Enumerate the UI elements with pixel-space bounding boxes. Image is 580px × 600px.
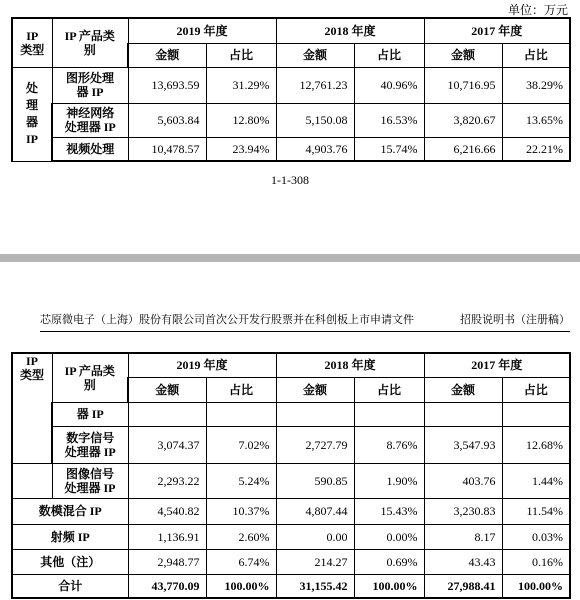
header-ratio: 占比 [206, 377, 276, 402]
cell-amount-2018: 4,903.76 [276, 137, 354, 161]
header-product-category: IP 产品类 别 [52, 18, 128, 67]
header-year-2017: 2017 年度 [424, 353, 570, 377]
running-header [40, 311, 570, 332]
cell-amount-2019: 4,540.82 [128, 498, 206, 524]
cell-amount-2019: 3,074.37 [128, 426, 206, 463]
cell-amount-2017: 3,547.93 [424, 426, 502, 463]
cell-amount-2017: 403.76 [424, 463, 502, 498]
revenue-table-part-2 [11, 352, 571, 599]
header-ratio: 占比 [502, 377, 570, 402]
row-label: 图形处理 器 IP [52, 67, 128, 103]
table-row [12, 402, 570, 426]
empty-cell [354, 402, 424, 426]
empty-cell [502, 402, 570, 426]
page-separator [0, 254, 580, 262]
cell-amount-2018: 4,807.44 [276, 498, 354, 524]
table-row-total [12, 574, 570, 598]
cell-ratio-2019: 12.80% [206, 103, 276, 137]
cell-ratio-2017: 22.21% [502, 137, 570, 161]
cell-amount-2019: 5,603.84 [128, 103, 206, 137]
header-amount: 金额 [128, 43, 206, 67]
empty-cell [128, 402, 206, 426]
empty-cell [206, 402, 276, 426]
empty-cell [12, 463, 52, 498]
table-row [12, 137, 570, 161]
total-ratio-2018: 100.00% [354, 574, 424, 598]
cell-amount-2018: 2,727.79 [276, 426, 354, 463]
cell-ratio-2019: 7.02% [206, 426, 276, 463]
header-ip-type: IP 类型 [12, 353, 52, 463]
cell-ratio-2018: 15.43% [354, 498, 424, 524]
table-row [12, 67, 570, 103]
cell-ratio-2018: 0.69% [354, 549, 424, 574]
header-amount: 金额 [276, 377, 354, 402]
cell-amount-2019: 1,136.91 [128, 524, 206, 549]
row-label: 视频处理 [52, 137, 128, 161]
total-ratio-2019: 100.00% [206, 574, 276, 598]
cell-ratio-2019: 10.37% [206, 498, 276, 524]
total-amount-2017: 27,988.41 [424, 574, 502, 598]
header-amount: 金额 [424, 43, 502, 67]
row-label: 神经网络 处理器 IP [52, 103, 128, 137]
cell-ratio-2019: 5.24% [206, 463, 276, 498]
row-label-continued: 器 IP [52, 402, 128, 426]
cell-amount-2019: 2,293.22 [128, 463, 206, 498]
total-amount-2019: 43,770.09 [128, 574, 206, 598]
header-ip-type: IP 类型 [12, 18, 52, 67]
total-ratio-2017: 100.00% [502, 574, 570, 598]
cell-ratio-2018: 1.90% [354, 463, 424, 498]
header-year-2019: 2019 年度 [128, 18, 276, 43]
table-row [12, 463, 570, 498]
cell-amount-2018: 590.85 [276, 463, 354, 498]
cell-amount-2017: 8.17 [424, 524, 502, 549]
revenue-table-part-1 [11, 17, 571, 162]
header-amount: 金额 [276, 43, 354, 67]
unit-label: 单位：万元 [507, 3, 568, 17]
table-row [12, 426, 570, 463]
header-ratio: 占比 [354, 43, 424, 67]
cell-amount-2017: 10,716.95 [424, 67, 502, 103]
document-page-next [0, 262, 580, 600]
table-row [12, 524, 570, 549]
total-amount-2018: 31,155.42 [276, 574, 354, 598]
table-row [12, 549, 570, 574]
header-ratio: 占比 [502, 43, 570, 67]
running-header-doc-type: 招股说明书（注册稿） [460, 314, 570, 326]
cell-amount-2017: 3,820.67 [424, 103, 502, 137]
header-product-category: IP 产品类 别 [52, 353, 128, 402]
row-label: 数字信号 处理器 IP [52, 426, 128, 463]
table-row [12, 498, 570, 524]
row-label: 数模混合 IP [12, 498, 128, 524]
cell-amount-2018: 0.00 [276, 524, 354, 549]
cell-amount-2017: 3,230.83 [424, 498, 502, 524]
header-year-2017: 2017 年度 [424, 18, 570, 43]
running-header-title: 芯原微电子（上海）股份有限公司首次公开发行股票并在科创板上市申请文件 [40, 314, 414, 326]
cell-amount-2019: 13,693.59 [128, 67, 206, 103]
cell-amount-2018: 5,150.08 [276, 103, 354, 137]
row-label: 其他（注） [12, 549, 128, 574]
header-amount: 金额 [424, 377, 502, 402]
page-number: 1-1-308 [271, 173, 309, 187]
cell-ratio-2017: 11.54% [502, 498, 570, 524]
category-processor-ip: 处 理 器 IP [12, 67, 52, 161]
cell-ratio-2018: 40.96% [354, 67, 424, 103]
header-amount: 金额 [128, 377, 206, 402]
header-year-2018: 2018 年度 [276, 18, 424, 43]
cell-ratio-2017: 1.44% [502, 463, 570, 498]
cell-ratio-2018: 16.53% [354, 103, 424, 137]
cell-ratio-2019: 23.94% [206, 137, 276, 161]
cell-ratio-2017: 13.65% [502, 103, 570, 137]
cell-ratio-2017: 0.03% [502, 524, 570, 549]
cell-amount-2019: 2,948.77 [128, 549, 206, 574]
cell-ratio-2019: 2.60% [206, 524, 276, 549]
header-ratio: 占比 [206, 43, 276, 67]
document-page-previous [0, 0, 580, 254]
cell-ratio-2017: 12.68% [502, 426, 570, 463]
empty-cell [424, 402, 502, 426]
cell-amount-2018: 12,761.23 [276, 67, 354, 103]
cell-amount-2017: 6,216.66 [424, 137, 502, 161]
empty-cell [276, 402, 354, 426]
header-year-2018: 2018 年度 [276, 353, 424, 377]
cell-ratio-2019: 31.29% [206, 67, 276, 103]
cell-ratio-2018: 0.00% [354, 524, 424, 549]
cell-amount-2017: 43.43 [424, 549, 502, 574]
header-ratio: 占比 [354, 377, 424, 402]
total-label: 合计 [12, 574, 128, 598]
cell-ratio-2019: 6.74% [206, 549, 276, 574]
cell-amount-2018: 214.27 [276, 549, 354, 574]
cell-ratio-2018: 15.74% [354, 137, 424, 161]
row-label: 射频 IP [12, 524, 128, 549]
row-label: 图像信号 处理器 IP [52, 463, 128, 498]
table-row [12, 103, 570, 137]
cell-ratio-2018: 8.76% [354, 426, 424, 463]
header-year-2019: 2019 年度 [128, 353, 276, 377]
cell-ratio-2017: 0.16% [502, 549, 570, 574]
cell-amount-2019: 10,478.57 [128, 137, 206, 161]
cell-ratio-2017: 38.29% [502, 67, 570, 103]
